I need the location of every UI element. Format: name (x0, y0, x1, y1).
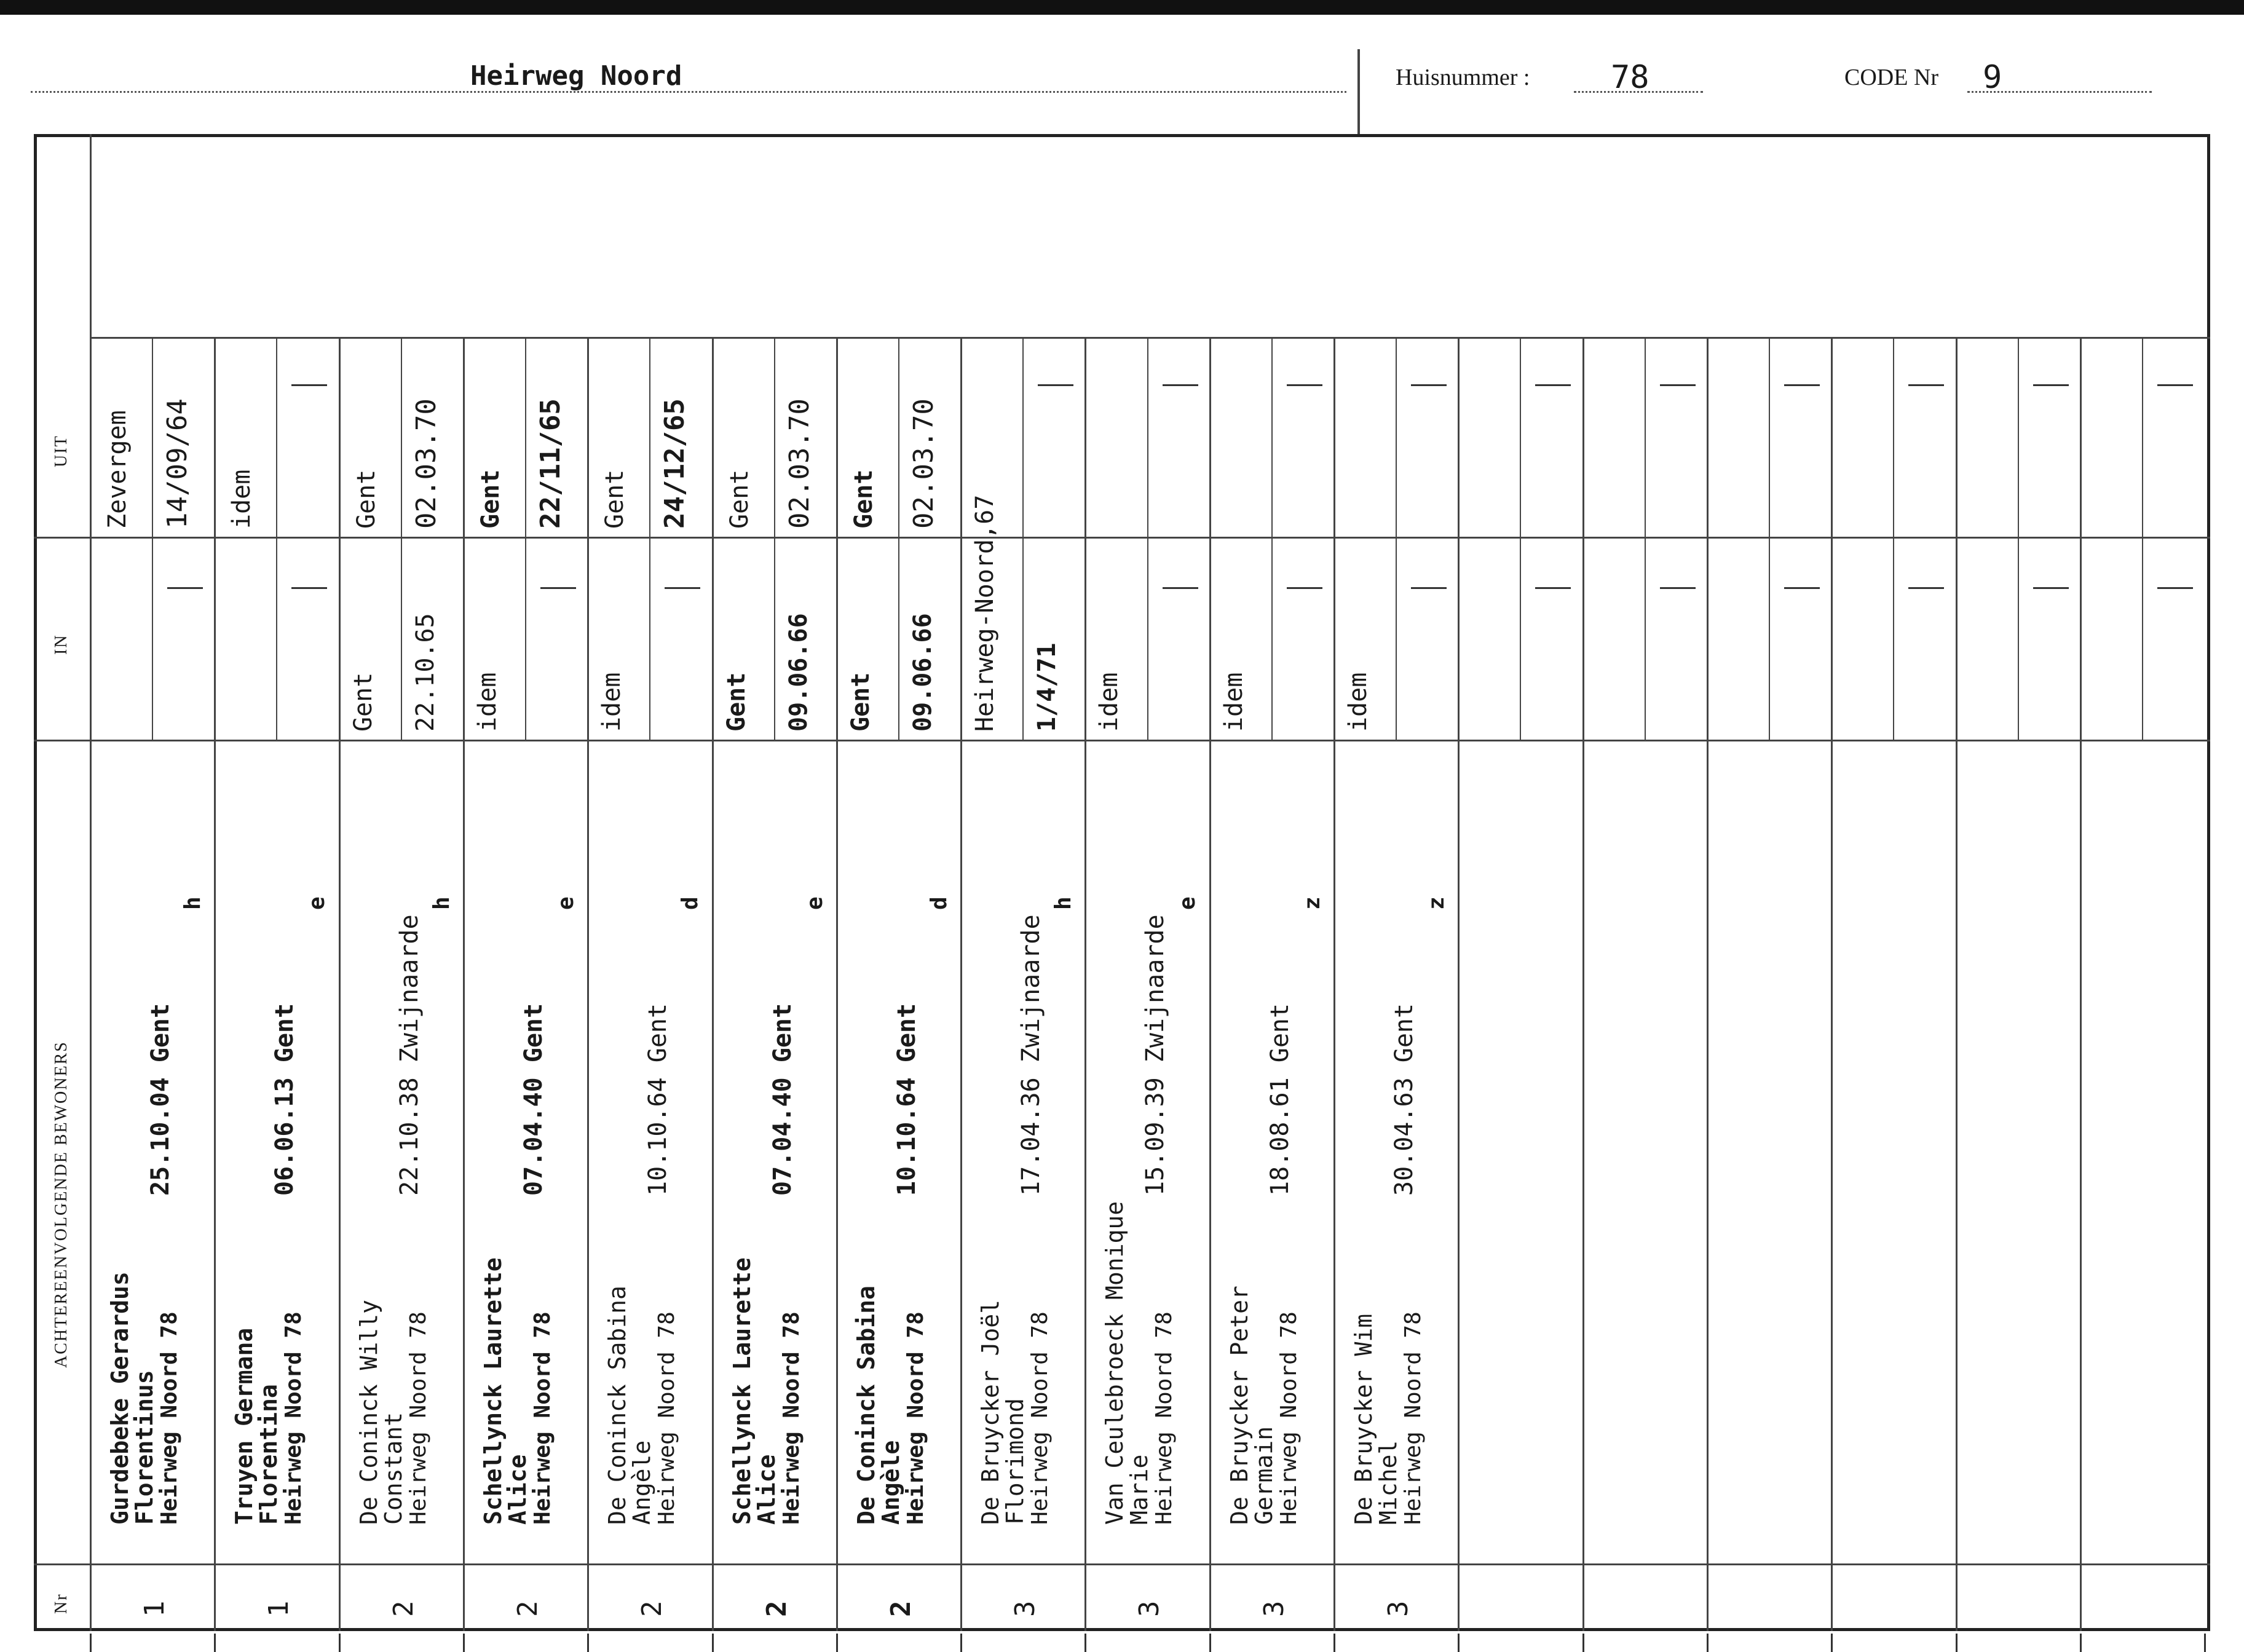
half-row-divider (1520, 337, 1521, 740)
resident-firstname: Florentina (255, 1384, 283, 1525)
uit-in-divider (34, 537, 2210, 539)
bottom-tick (960, 1634, 962, 1652)
status-mark: d (678, 896, 703, 910)
bewoners-nr-divider (34, 1563, 2210, 1565)
empty-row-uit-dash (2033, 384, 2069, 386)
birth-date-place: 22.10.38 Zwijnaarde (395, 914, 424, 1196)
row-number: 2 (885, 1600, 917, 1617)
row-divider (1831, 337, 1833, 1631)
bottom-tick (1084, 1634, 1086, 1652)
resident-address: Heirweg Noord 78 (157, 1311, 182, 1525)
birth-date-place: 25.10.04 Gent (146, 1003, 175, 1196)
row-divider (836, 337, 838, 1631)
resident-address: Heirweg Noord 78 (903, 1311, 928, 1525)
empty-row-uit-dash (1535, 384, 1571, 386)
blank-section-divider (90, 337, 2210, 339)
resident-name: De Bruycker Peter (1225, 1286, 1253, 1525)
resident-firstname: Angèle (628, 1440, 656, 1525)
row-divider (1707, 337, 1709, 1631)
bottom-tick (836, 1634, 838, 1652)
resident-name: De Bruycker Wim (1350, 1313, 1377, 1525)
status-mark: h (180, 896, 205, 910)
resident-name: De Coninck Sabina (852, 1286, 880, 1525)
empty-row-uit-dash (1908, 384, 1944, 386)
row-number: 2 (636, 1600, 668, 1617)
uit-place: Gent (849, 469, 878, 529)
bottom-tick (1582, 1634, 1584, 1652)
row-divider (339, 337, 341, 1631)
half-row-divider (898, 337, 899, 740)
half-row-divider (1893, 337, 1894, 740)
empty-row-uit-dash (1660, 384, 1696, 386)
huisnummer-label: Huisnummer : (1396, 65, 1530, 90)
row-divider (1956, 337, 1958, 1631)
uit-empty-dash (1038, 384, 1073, 386)
half-row-divider (1147, 337, 1148, 740)
half-row-divider (152, 337, 153, 740)
code-dotted-line (1967, 91, 2152, 93)
status-mark: h (429, 896, 454, 910)
row-number: 3 (1009, 1600, 1041, 1617)
top-scan-border (0, 0, 2244, 15)
row-divider (1084, 337, 1086, 1631)
resident-firstname: Florimond (1002, 1398, 1029, 1525)
half-row-divider (1769, 337, 1770, 740)
half-row-divider (1396, 337, 1397, 740)
in-bewoners-divider (34, 740, 2210, 741)
resident-address: Heirweg Noord 78 (1401, 1311, 1426, 1525)
status-mark: d (926, 896, 952, 910)
resident-firstname: Germain (1250, 1426, 1278, 1525)
row-divider (1209, 337, 1211, 1631)
resident-address: Heirweg Noord 78 (654, 1311, 680, 1525)
in-empty-dash (291, 587, 327, 589)
resident-name: Schellynck Laurette (479, 1257, 507, 1525)
huisnummer-value: 78 (1611, 59, 1649, 96)
uit-empty-dash (1163, 384, 1198, 386)
resident-firstname: Alice (504, 1454, 531, 1525)
birth-date-place: 17.04.36 Zwijnaarde (1017, 914, 1046, 1196)
in-empty-dash (1287, 587, 1322, 589)
half-row-divider (1271, 337, 1273, 740)
in-place: Heirweg-Noord,67 (971, 494, 1000, 732)
in-empty-dash (665, 587, 700, 589)
row-divider (1582, 337, 1584, 1631)
in-empty-dash (1163, 587, 1198, 589)
half-row-divider (401, 337, 402, 740)
uit-date: 02.03.70 (783, 398, 815, 529)
half-row-divider (2018, 337, 2019, 740)
uit-place: Gent (352, 469, 381, 529)
bottom-tick (463, 1634, 465, 1652)
row-divider (214, 337, 216, 1631)
half-row-divider (1022, 337, 1024, 740)
empty-row-uit-dash (1784, 384, 1820, 386)
uit-empty-dash (291, 384, 327, 386)
status-mark: e (553, 896, 579, 910)
empty-row-in-dash (2157, 587, 2193, 589)
label-column-divider (90, 134, 92, 1631)
uit-empty-dash (1411, 384, 1447, 386)
code-value: 9 (1983, 59, 2002, 96)
uit-date: 24/12/65 (659, 398, 691, 529)
resident-address: Heirweg Noord 78 (529, 1311, 555, 1525)
bottom-tick (1956, 1634, 1958, 1652)
in-date: 09.06.66 (908, 613, 937, 732)
half-row-divider (649, 337, 650, 740)
in-empty-dash (540, 587, 576, 589)
empty-row-in-dash (1660, 587, 1696, 589)
in-label: IN (52, 634, 71, 655)
resident-firstname: Michel (1375, 1440, 1402, 1525)
birth-date-place: 07.04.40 Gent (519, 1003, 548, 1196)
bottom-tick (2080, 1634, 2082, 1652)
empty-row-in-dash (1535, 587, 1571, 589)
header-divider (1357, 49, 1360, 134)
bottom-tick (712, 1634, 714, 1652)
uit-place: Gent (476, 469, 505, 529)
resident-firstname: Angèle (877, 1440, 904, 1525)
street-name: Heirweg Noord (470, 60, 682, 92)
bottom-tick (1209, 1634, 1211, 1652)
birth-date-place: 06.06.13 Gent (271, 1003, 299, 1196)
bottom-tick (1458, 1634, 1460, 1652)
row-number: 3 (1383, 1600, 1414, 1617)
row-number: 2 (761, 1600, 792, 1617)
in-place: Gent (846, 672, 875, 732)
bottom-tick (1707, 1634, 1709, 1652)
uit-label: UIT (52, 435, 71, 467)
row-divider (463, 337, 465, 1631)
uit-place: Gent (601, 469, 630, 529)
empty-row-in-dash (2033, 587, 2069, 589)
huisnummer-dotted-line (1574, 91, 1703, 93)
birth-date-place: 10.10.64 Gent (892, 1003, 921, 1196)
uit-date: 14/09/64 (162, 398, 194, 529)
resident-address: Heirweg Noord 78 (1276, 1311, 1302, 1525)
resident-address: Heirweg Noord 78 (778, 1311, 804, 1525)
status-mark: e (802, 896, 828, 910)
row-number: 3 (1134, 1600, 1166, 1617)
birth-date-place: 18.08.61 Gent (1265, 1003, 1294, 1196)
uit-date: 22/11/65 (535, 398, 567, 529)
uit-place: idem (227, 469, 256, 529)
resident-name: Gurdebeke Gerardus (106, 1271, 133, 1525)
code-label: CODE Nr (1844, 65, 1939, 90)
in-place: idem (473, 672, 502, 732)
row-divider (1458, 337, 1460, 1631)
resident-name: De Coninck Sabina (604, 1286, 631, 1525)
in-date: 22.10.65 (411, 613, 440, 732)
row-number: 1 (263, 1600, 295, 1617)
in-place: idem (1095, 672, 1124, 732)
row-number: 3 (1258, 1600, 1290, 1617)
in-empty-dash (167, 587, 203, 589)
bewoners-label: ACHTEREENVOLGENDE BEWONERS (52, 1041, 71, 1368)
half-row-divider (2142, 337, 2143, 740)
in-place: idem (598, 672, 626, 732)
empty-row-uit-dash (2157, 384, 2193, 386)
bottom-tick (339, 1634, 341, 1652)
resident-firstname: Constant (379, 1412, 407, 1525)
status-mark: z (1424, 896, 1449, 910)
status-mark: h (1051, 896, 1077, 910)
bottom-tick (214, 1634, 216, 1652)
bottom-tick (90, 1634, 92, 1652)
birth-date-place: 30.04.63 Gent (1390, 1003, 1418, 1196)
in-date: 09.06.66 (784, 613, 813, 732)
in-place: Gent (722, 672, 751, 732)
half-row-divider (774, 337, 775, 740)
resident-address: Heirweg Noord 78 (281, 1311, 307, 1525)
status-mark: e (304, 896, 330, 910)
row-number: 2 (387, 1600, 419, 1617)
resident-name: De Bruycker Joël (977, 1299, 1005, 1525)
row-number: 1 (139, 1600, 170, 1617)
street-dotted-line (31, 91, 1346, 93)
resident-name: De Coninck Willy (355, 1299, 382, 1525)
row-divider (712, 337, 714, 1631)
empty-row-in-dash (1784, 587, 1820, 589)
resident-address: Heirweg Noord 78 (1152, 1311, 1177, 1525)
resident-address: Heirweg Noord 78 (405, 1311, 431, 1525)
status-mark: z (1299, 896, 1325, 910)
birth-date-place: 15.09.39 Zwijnaarde (1141, 914, 1170, 1196)
bottom-tick (587, 1634, 589, 1652)
bottom-tick (1831, 1634, 1833, 1652)
row-divider (2080, 337, 2082, 1631)
empty-row-in-dash (1908, 587, 1944, 589)
uit-date: 02.03.70 (410, 398, 442, 529)
resident-address: Heirweg Noord 78 (1027, 1311, 1053, 1525)
status-mark: e (1175, 896, 1201, 910)
resident-firstname: Alice (753, 1454, 780, 1525)
birth-date-place: 07.04.40 Gent (768, 1003, 797, 1196)
resident-name: Truyen Germana (231, 1327, 258, 1525)
row-divider (960, 337, 962, 1631)
in-date: 1/4/71 (1033, 642, 1062, 732)
in-place: idem (1219, 672, 1248, 732)
resident-firstname: Florentinus (131, 1370, 158, 1525)
half-row-divider (276, 337, 277, 740)
birth-date-place: 10.10.64 Gent (644, 1003, 673, 1196)
half-row-divider (1645, 337, 1646, 740)
resident-firstname: Marie (1126, 1454, 1153, 1525)
in-place: Gent (349, 672, 377, 732)
resident-name: Van Ceulebroeck Monique (1101, 1201, 1129, 1525)
uit-date: 02.03.70 (907, 398, 939, 529)
in-empty-dash (1411, 587, 1447, 589)
resident-name: Schellynck Laurette (728, 1257, 756, 1525)
row-divider (1333, 337, 1335, 1631)
uit-empty-dash (1287, 384, 1322, 386)
uit-place: Zevergem (103, 410, 132, 529)
half-row-divider (525, 337, 526, 740)
in-place: idem (1344, 672, 1372, 732)
nr-label: Nr (52, 1593, 71, 1614)
row-number: 2 (512, 1600, 543, 1617)
bottom-tick (1333, 1634, 1335, 1652)
row-divider (587, 337, 589, 1631)
bottom-tick (2204, 1634, 2206, 1652)
uit-place: Gent (725, 469, 754, 529)
